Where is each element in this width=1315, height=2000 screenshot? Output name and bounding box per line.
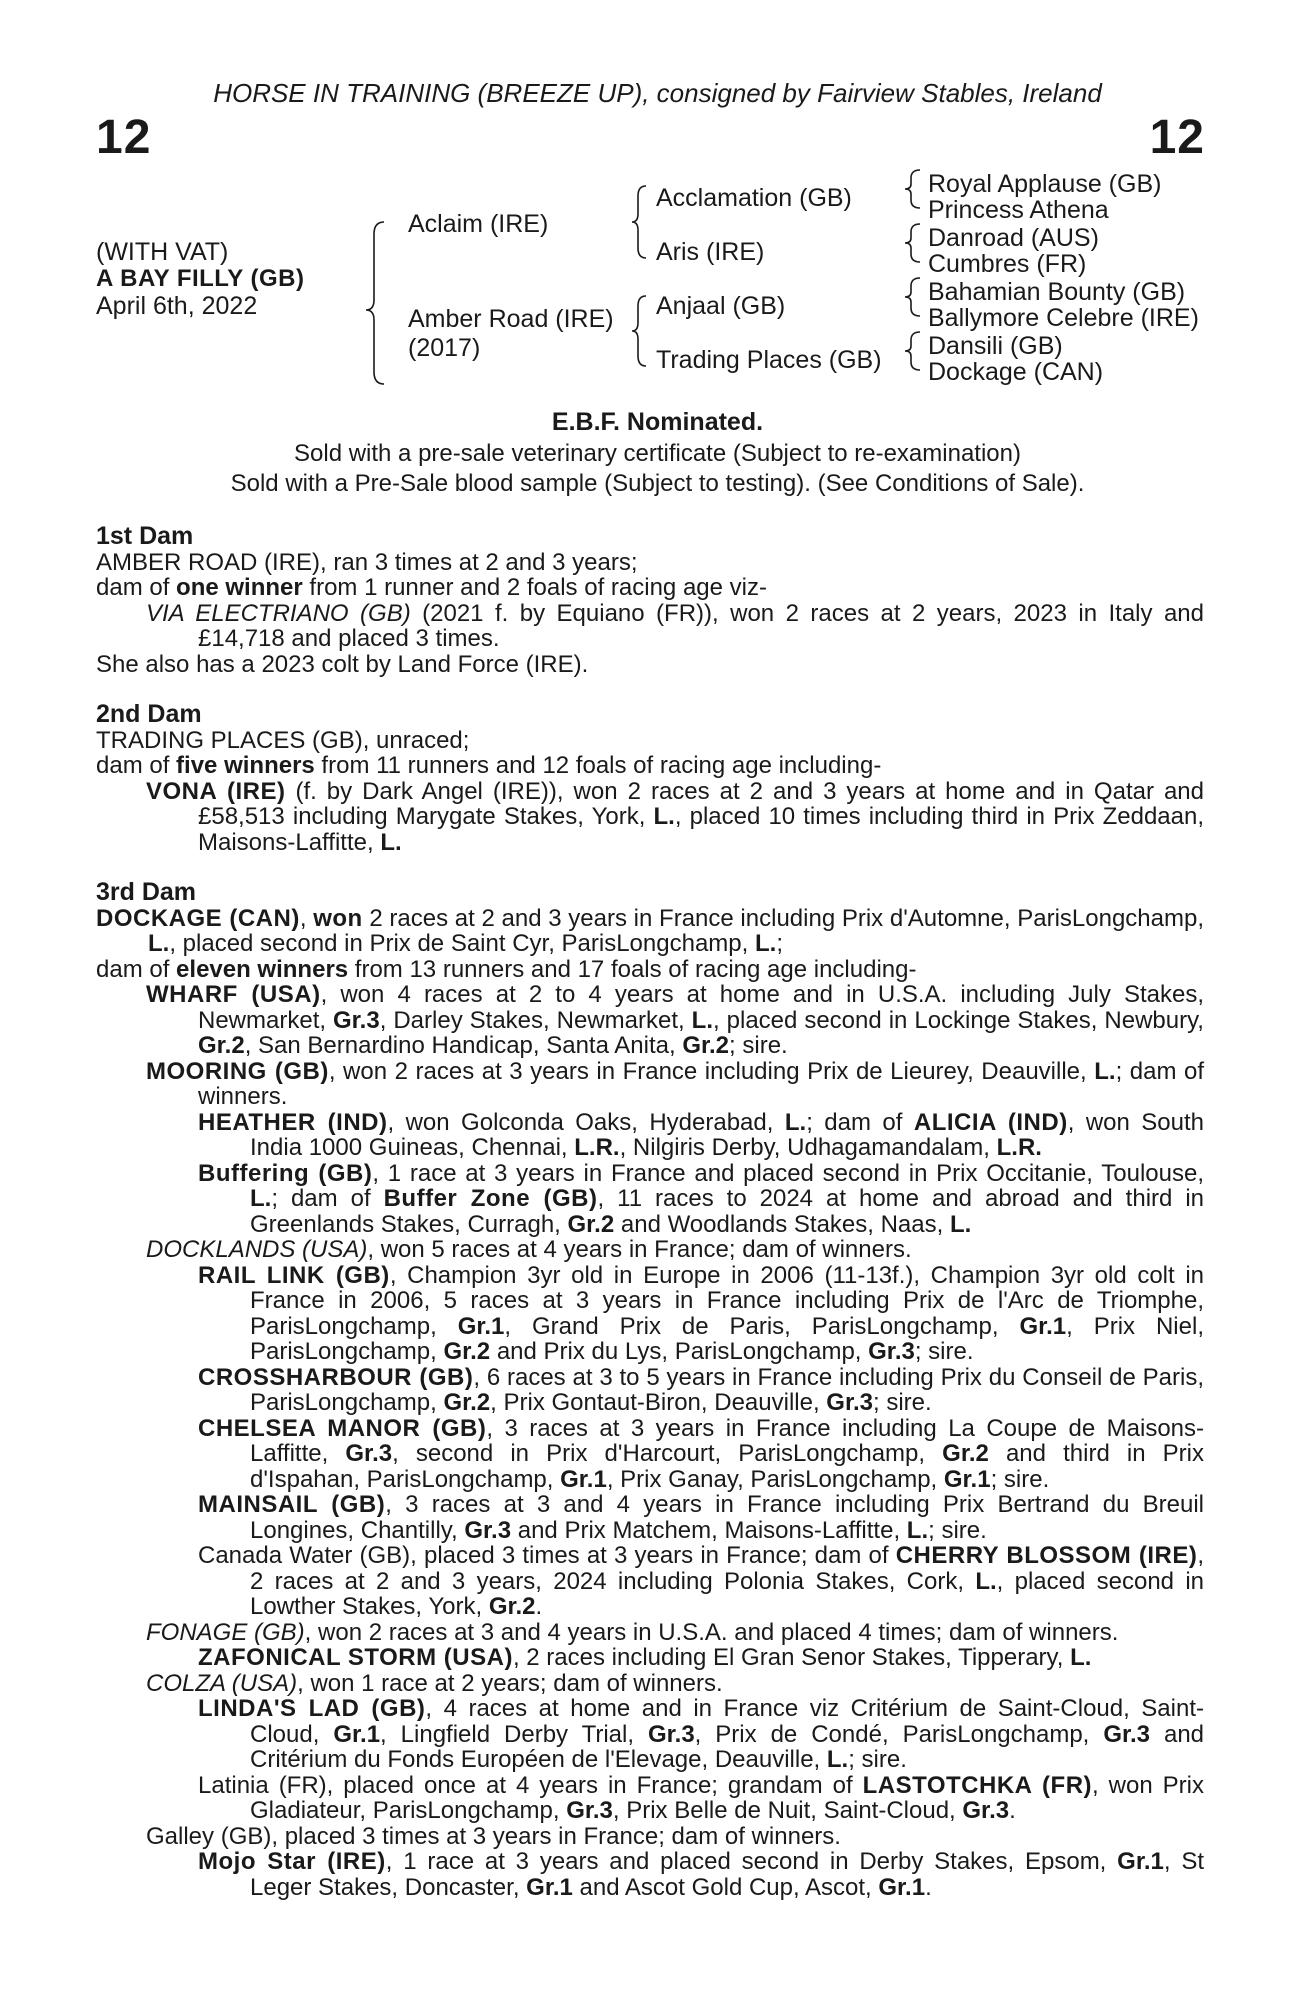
pedigree-body — [96, 524, 1204, 1900]
entry-galley: Galley (GB), placed 3 times at 3 years in France; dam of winners. — [146, 1822, 841, 1850]
lot-number-left: 12 — [96, 111, 152, 164]
dds-name: Dansili (GB) — [928, 332, 1063, 360]
entry-latinia: Latinia (FR), placed once at 4 years in France; grandam of LASTOTCHKA (FR), won Prix Gladiateur, ParisLongchamp, Gr.3, Prix Belle de Nuit, Saint-Cloud, Gr.3. — [198, 1771, 1204, 1824]
entry-heather: HEATHER (IND), won Golconda Oaks, Hyderabad, L.; dam of ALICIA (IND), won South India 1000 Guineas, Chennai, L.R., Nilgiris Derby, Udhagamandalam, L.R. — [198, 1108, 1204, 1161]
first-dam-produce: dam of one winner from 1 runner and 2 foals of racing age viz- — [96, 574, 767, 601]
sss-name: Royal Applause (GB) — [928, 170, 1162, 198]
ebf-nominated: E.B.F. Nominated. — [551, 408, 764, 436]
entry-rail-link: RAIL LINK (GB), Champion 3yr old in Europe in 2006 (11-13f.), Champion 3yr old colt in France in 2006, 5 races at 3 years in France including Prix de l'Arc de Triomphe, ParisLongchamp, Gr.1, Grand Prix de Paris, ParisLongchamp, Gr.1, Prix Niel, ParisLongchamp, Gr.2 and Prix du Lys, ParisLongchamp, Gr.3; sire. — [198, 1261, 1204, 1365]
dss-name: Bahamian Bounty (GB) — [928, 278, 1186, 306]
second-dam-line: TRADING PLACES (GB), unraced; — [96, 726, 470, 754]
entry-buffering: Buffering (GB), 1 race at 3 years in France and placed second in Prix Occitanie, Toulouse, L.; dam of Buffer Zone (GB), 11 races to 2024 at home and abroad and third in Greenlands Stakes, Curragh, Gr.2 and Woodlands Stakes, Naas, L. — [198, 1159, 1205, 1238]
first-dam-foal-entry: VIA ELECTRIANO (GB) (2021 f. by Equiano (FR)), won 2 races at 2 years, 2023 in Italy and £14,718 and placed 3 times. — [146, 599, 1204, 652]
second-dam-produce: dam of five winners from 11 runners and 12 foals of racing age including- — [96, 752, 882, 779]
dsd-name: Ballymore Celebre (IRE) — [928, 304, 1199, 332]
entry-fonage: FONAGE (GB), won 2 races at 3 and 4 years in U.S.A. and placed 4 times; dam of winners. — [146, 1618, 1119, 1646]
entry-mojo-star: Mojo Star (IRE), 1 race at 3 years and placed second in Derby Stakes, Epsom, Gr.1, St Leger Stakes, Doncaster, Gr.1 and Ascot Gold Cup, Ascot, Gr.1. — [198, 1848, 1205, 1901]
sire-dam: Aris (IRE) — [656, 238, 765, 266]
entry-colza: COLZA (USA), won 1 race at 2 years; dam of winners. — [146, 1669, 723, 1697]
sire-name: Aclaim (IRE) — [408, 210, 549, 238]
dam-dam: Trading Places (GB) — [656, 346, 882, 374]
catalogue-header: HORSE IN TRAINING (BREEZE UP), consigned by Fairview Stables, Ireland — [213, 78, 1102, 108]
ddd-name: Dockage (CAN) — [928, 358, 1104, 386]
horse-dob: April 6th, 2022 — [96, 292, 258, 320]
first-dam-line: AMBER ROAD (IRE), ran 3 times at 2 and 3 years; — [96, 548, 638, 576]
dam-name: Amber Road (IRE) — [408, 305, 614, 333]
ssd-name: Princess Athena — [928, 196, 1109, 224]
entry-lindas-lad: LINDA'S LAD (GB), 4 races at home and in France viz Critérium de Saint-Cloud, Saint-Cloud, Gr.1, Lingfield Derby Trial, Gr.3, Prix de Condé, ParisLongchamp, Gr.3 and Critérium du Fonds Européen de l'Elevage, Deauville, L.; sire. — [198, 1695, 1205, 1773]
third-dam-produce: dam of eleven winners from 13 runners and 17 foals of racing age including- — [96, 955, 917, 983]
entry-chelsea-manor: CHELSEA MANOR (GB), 3 races at 3 years in France including La Coupe de Maisons-Laffitte, Gr.3, second in Prix d'Harcourt, ParisLongchamp, Gr.2 and third in Prix d'Ispahan, ParisLongchamp, Gr.1, Prix Ganay, ParisLongchamp, Gr.1; sire. — [198, 1414, 1205, 1493]
entry-docklands: DOCKLANDS (USA), won 5 races at 4 years in France; dam of winners. — [146, 1236, 912, 1263]
second-dam-heading: 2nd Dam — [96, 700, 202, 728]
second-dam-foal-entry: VONA (IRE) (f. by Dark Angel (IRE)), won 2 races at 2 and 3 years at home and in Qatar and £58,513 including Marygate Stakes, York, L., placed 10 times including third in Prix Zeddaan, Maisons-Laffitte, L. — [146, 777, 1205, 856]
third-dam-line: DOCKAGE (CAN), won 2 races at 2 and 3 years in France including Prix d'Automne, ParisLongchamp, L., placed second in Prix de Saint Cyr, ParisLongchamp, L.; — [96, 904, 1204, 957]
entry-mooring: MOORING (GB), won 2 races at 3 years in France including Prix de Lieurey, Deauville, L.; dam of winners. — [146, 1057, 1204, 1110]
vat-note: (WITH VAT) — [96, 238, 229, 266]
sds-name: Danroad (AUS) — [928, 224, 1099, 252]
first-dam-note: She also has a 2023 colt by Land Force (IRE). — [96, 650, 589, 678]
entry-zafonical-storm: ZAFONICAL STORM (USA), 2 races including El Gran Senor Stakes, Tipperary, L. — [198, 1644, 1092, 1671]
entry-mainsail: MAINSAIL (GB), 3 races at 3 and 4 years in France including Prix Bertrand du Breuil Longines, Chantilly, Gr.3 and Prix Matchem, Maisons-Laffitte, L.; sire. — [198, 1491, 1204, 1544]
blood-sample-note: Sold with a Pre-Sale blood sample (Subject to testing). (See Conditions of Sale). — [230, 470, 1085, 497]
dam-sire: Anjaal (GB) — [656, 292, 786, 320]
first-dam-heading: 1st Dam — [96, 522, 194, 550]
third-dam-heading: 3rd Dam — [96, 878, 197, 906]
sdd-name: Cumbres (FR) — [928, 250, 1087, 278]
entry-canada-water: Canada Water (GB), placed 3 times at 3 years in France; dam of CHERRY BLOSSOM (IRE), 2 races at 2 and 3 years, 2024 including Polonia Stakes, Cork, L., placed second in Lowther Stakes, York, Gr.2. — [198, 1542, 1205, 1620]
lot-number-right: 12 — [1149, 111, 1205, 164]
sire-sire: Acclamation (GB) — [656, 184, 852, 212]
entry-crossharbour: CROSSHARBOUR (GB), 6 races at 3 to 5 years in France including Prix du Conseil de Paris, ParisLongchamp, Gr.2, Prix Gontaut-Biron, Deauville, Gr.3; sire. — [198, 1363, 1204, 1416]
entry-wharf: WHARF (USA), won 4 races at 2 to 4 years at home and in U.S.A. including July Stakes, Newmarket, Gr.3, Darley Stakes, Newmarket, L., placed second in Lockinge Stakes, Newbury, Gr.2, San Bernardino Handicap, Santa Anita, Gr.2; sire. — [146, 981, 1204, 1059]
vet-certificate-note: Sold with a pre-sale veterinary certificate (Subject to re-examination) — [294, 440, 1021, 467]
dam-year: (2017) — [408, 334, 481, 362]
horse-name: A BAY FILLY (GB) — [96, 265, 305, 292]
